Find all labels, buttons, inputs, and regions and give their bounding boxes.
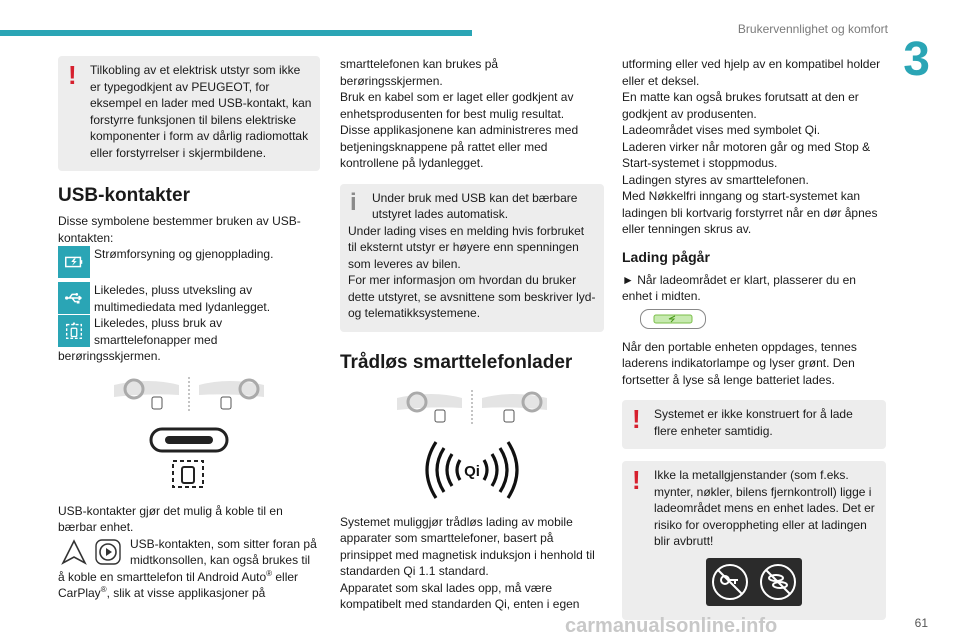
warning-icon: ! [632,404,641,434]
paragraph: Ladingen styres av smarttelefonen. [622,172,809,187]
paragraph: Når den portable enheten oppdages, tennes laderens indikatorlampe og lyser grønt. Den fortsetter å lyse så lenge batteriet lades. [622,339,857,387]
paragraph: utforming eller ved hjelp av en kompatibel holder eller et deksel. [622,57,881,88]
usb-item-data-text: Likeledes, pluss utveksling av multimediedata med lydanlegget. [94,283,271,314]
step-instruction: ► Når ladeområdet er klart, plasserer du en enhet i midten. [622,272,856,303]
wireless-charging-icon [422,438,522,502]
paragraph: Disse applikasjonene kan administreres med betjeningsknappene på rattet eller med kontrollene på lydanlegget. [340,123,579,170]
usb-data-icon [58,282,90,314]
charging-subheading: Lading pågår [622,248,710,265]
registered-mark: ® [100,585,107,594]
app-icons [58,536,126,568]
paragraph: Laderen virker når motoren går og med Stop & Start-systemet i stoppmodus. [622,139,871,170]
chapter-number: 3 [903,33,930,86]
dashboard-illustration [392,388,552,428]
no-metal-figure [630,558,878,606]
no-metal-objects-icon [706,558,802,606]
warning-icon: ! [68,60,77,90]
warning-box [622,461,886,620]
warning-text: Systemet er ikke konstruert for å lade flere enheter samtidig. [654,407,853,438]
header-accent-bar [0,30,472,36]
carplay-text-a: USB-kontakten, som sitter foran på midtkonsollen, kan også brukes til å koble en smarttelefon til Android Auto [58,536,317,584]
usb-item-apps [58,315,320,365]
usb-intro: Disse symbolene bestemmer bruken av USB-kontakten: [58,214,301,245]
usb-charge-icon [58,246,90,278]
info-text: Under lading vises en melding hvis forbruket til eksternt utstyr er høyere enn spenningen som leveres av bilen. [348,223,585,271]
usb-apps-icon [58,315,90,347]
warning-icon: ! [632,465,641,495]
column-2 [340,56,604,613]
usb-heading: USB-kontakter [58,185,190,206]
paragraph: Apparatet som skal lades opp, må være kompatibelt med standarden Qi, enten i egen [340,580,580,611]
column-3 [622,56,886,632]
watermark: carmanualsonline.info [565,615,778,637]
dashboard-illustration [109,375,269,415]
usb-item-apps-text: Likeledes, pluss bruk av smarttelefonapper med berøringsskjermen. [58,316,223,363]
usb-paragraph-carplay [58,536,320,602]
usb-item-charge [58,246,320,278]
usb-item-charge-text: Strømforsyning og gjenopplading. [94,247,274,261]
info-box [340,184,604,332]
column-1 [58,56,320,602]
usb-paragraph-connect: USB-kontakter gjør det mulig å koble til en bærbar enhet. [58,503,283,534]
wireless-symbol-figure [340,438,604,502]
paragraph: smarttelefonen kan brukes på berøringsskjermen. [340,57,499,88]
carplay-icon [92,536,124,568]
carplay-text-c: , slik at visse applikasjoner på [106,586,266,600]
usb-item-data [58,282,320,315]
paragraph: Med Nøkkelfri inngang og start-systemet kan ladingen bli kortvarig forstyrret når en dør åpnes eller tenningen skrus av. [622,189,878,236]
page-number: 61 [914,616,928,630]
info-text: Under bruk med USB kan det bærbare utstyret lades automatisk. [372,190,578,221]
registered-mark: ® [266,568,273,578]
section-title: Brukervennlighet og komfort [737,22,888,36]
carplay-text-b: eller CarPlay [58,569,299,600]
info-text: For mer informasjon om hvordan du bruker dette utstyret, se avsnittene som beskriver lyd- og telematikksystemene. [348,273,596,320]
android-auto-icon [58,536,90,568]
wireless-heading: Trådløs smarttelefonlader [340,351,573,373]
paragraph: Ladeområdet vises med symbolet Qi. [622,123,821,137]
usb-c-port-icon [149,427,229,489]
charger-location-figure [340,388,604,428]
usb-location-figure [58,375,320,415]
warning-box [58,56,320,171]
info-icon: i [350,188,357,216]
warning-box [622,400,886,449]
paragraph: Systemet muliggjør trådløs lading av mobile apparater som smarttelefoner, basert på prinsippet med magnetisk induksjon i henhold til standarden Qi 1.1 standard. [340,514,595,578]
warning-text: Ikke la metallgjenstander (som f.eks. mynter, nøkler, bilens fjernkontroll) ligge i ladeområdet mens en enhet lades. Det er risiko for overoppheting eller at ladingen blir avbrutt! [654,468,875,548]
warning-text: Tilkobling av et elektrisk utstyr som ikke er typegodkjent av PEUGEOT, for eksempel en lader med USB-kontakt, kan forstyrre funksjonen til bilens elektriske komponenter i form av dårlig radiomottak eller forstyrrelser i skjermbildene. [90,63,312,160]
usb-port-figure [58,427,320,489]
paragraph: Bruk en kabel som er laget eller godkjent av enhetsprodusenten for best mulig resultat. [340,90,574,121]
paragraph: En matte kan også brukes forutsatt at den er godkjent av produsenten. [622,90,859,121]
indicator-lamp-icon [653,314,693,324]
charging-indicator [640,309,706,329]
svg-text:Qi: Qi [464,462,480,480]
